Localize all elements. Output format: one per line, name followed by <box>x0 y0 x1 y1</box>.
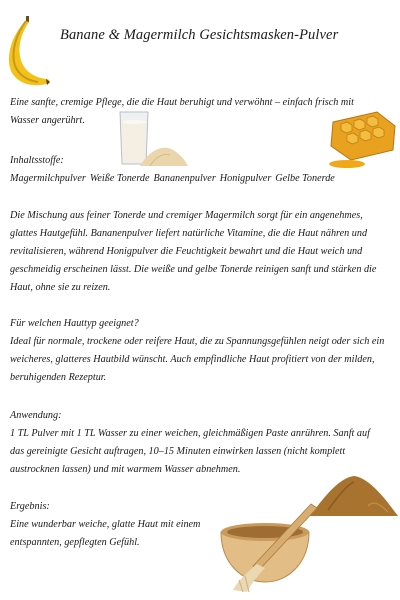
ingredient-item: Weiße Tonerde <box>89 173 150 184</box>
skin-type-text: Ideal für normale, trockene oder reifere Haut, die zu Spannungsgefühlen neigt oder sich ein weicheres, glatteres Hautbild wünscht. Auch empfindliche Haut profitiert von der milden, beruhigenden Rezeptur. <box>10 336 385 383</box>
usage-text: 1 TL Pulver mit 1 TL Wasser zu einer weichen, gleichmäßigen Paste anrühren. Sanft auf das gereinigte Gesicht auftragen, 10–15 Minuten einwirken lassen (nicht komplett austrocknen lassen) und mit warmem Wasser abnehmen. <box>10 428 370 475</box>
ingredient-item: Honigpulver <box>219 173 272 184</box>
ingredient-item: Gelbe Tonerde <box>275 173 335 184</box>
banana-illustration <box>2 12 52 88</box>
ingredients-heading: Inhaltsstoffe: <box>10 155 64 166</box>
page-title: Banane & Magermilch Gesichtsmasken-Pulver <box>60 27 339 43</box>
skin-type-heading: Für welchen Hauttyp geeignet? <box>10 318 139 329</box>
intro-text: Eine sanfte, cremige Pflege, die die Haut beruhigt und verwöhnt – einfach frisch mit Wasser angerührt. <box>10 97 354 126</box>
result-text: Eine wunderbar weiche, glatte Haut mit einem entspannten, gepflegten Gefühl. <box>10 519 201 548</box>
mortar-and-pestle-illustration <box>215 500 327 596</box>
usage-heading: Anwendung: <box>10 410 62 421</box>
result-heading: Ergebnis: <box>10 501 50 512</box>
description-text: Die Mischung aus feiner Tonerde und cremiger Magermilch sorgt für ein angenehmes, glattes Hautgefühl. Bananenpulver liefert natürliche Vitamine, die die Haut nähren und revitalisieren, während Honigpulver die Feuchtigkeit bewahrt und die Haut weich und geschmeidig erscheinen lässt. Die weiße und gelbe Tonerde reinigen sanft und stärken die Haut, ohne sie zu reizen. <box>10 210 377 293</box>
ingredients-list <box>10 170 390 188</box>
ingredient-item: Bananenpulver <box>153 173 216 184</box>
ingredient-item: Magermilchpulver <box>10 173 86 184</box>
